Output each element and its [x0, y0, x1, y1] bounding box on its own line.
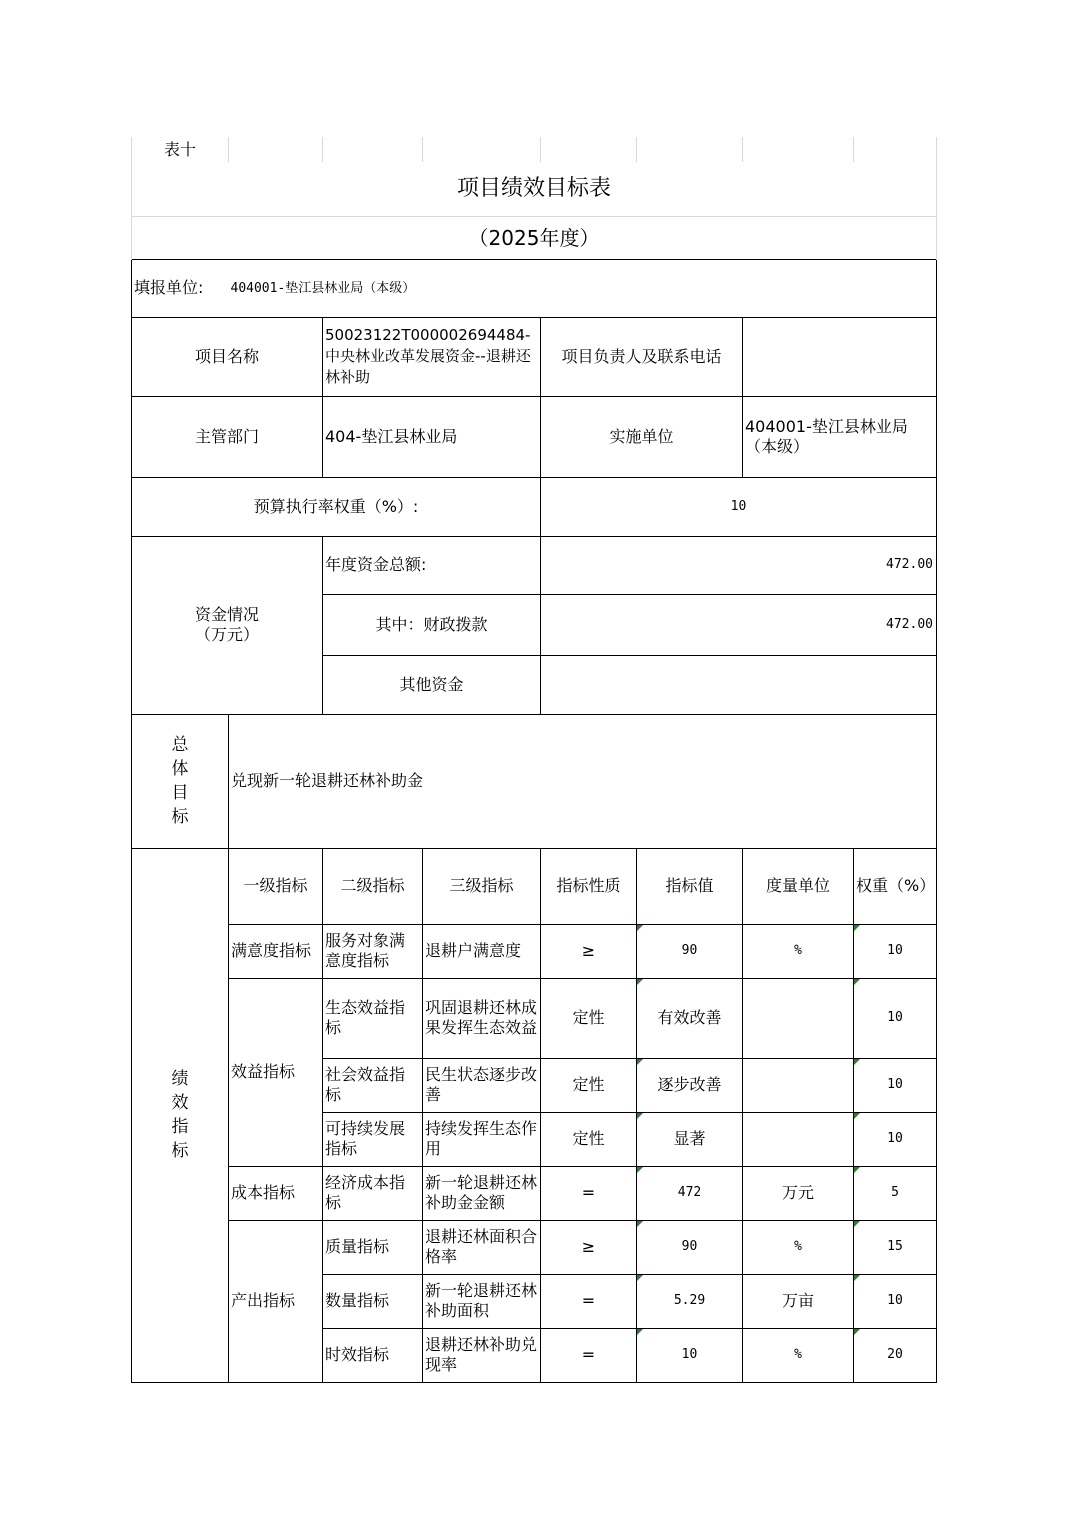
funds-label — [132, 536, 323, 714]
contact-value — [743, 317, 937, 396]
weight-cell: 10 — [854, 1112, 937, 1166]
fiscal-value: 472.00 — [541, 594, 937, 655]
level3-cell: 退耕还林补助兑现率 — [423, 1328, 541, 1382]
other-funds-label: 其他资金 — [323, 655, 541, 714]
level1-cell: 产出指标 — [229, 1220, 323, 1382]
level2-cell: 可持续发展指标 — [323, 1112, 423, 1166]
fiscal-label: 其中：财政拨款 — [323, 594, 541, 655]
level1-cell: 满意度指标 — [229, 924, 323, 978]
level2-cell: 社会效益指标 — [323, 1058, 423, 1112]
value-cell: 90 — [637, 924, 743, 978]
level3-cell: 退耕还林面积合格率 — [423, 1220, 541, 1274]
nature-cell: = — [541, 1274, 637, 1328]
funds-label-line1: 资金情况 — [194, 605, 259, 624]
fill-unit-label: 填报单位: — [132, 259, 229, 317]
weight-cell: 10 — [854, 1274, 937, 1328]
nature-cell: ≥ — [541, 924, 637, 978]
level2-cell: 质量指标 — [323, 1220, 423, 1274]
value-cell: 90 — [637, 1220, 743, 1274]
project-name-label: 项目名称 — [132, 317, 323, 396]
nature-cell: 定性 — [541, 1112, 637, 1166]
level2-cell: 服务对象满意度指标 — [323, 924, 423, 978]
level3-cell: 新一轮退耕还林补助面积 — [423, 1274, 541, 1328]
nature-cell: = — [541, 1328, 637, 1382]
level2-cell: 经济成本指标 — [323, 1166, 423, 1220]
table-row — [132, 1166, 937, 1220]
header-level3: 三级指标 — [423, 848, 541, 924]
value-cell: 10 — [637, 1328, 743, 1382]
contact-label: 项目负责人及联系电话 — [541, 317, 743, 396]
table-row — [132, 1220, 937, 1274]
nature-cell: ≥ — [541, 1220, 637, 1274]
performance-target-sheet — [131, 137, 936, 1383]
fill-unit-value: 404001-垫江县林业局（本级） — [229, 259, 937, 317]
weight-cell: 10 — [854, 1058, 937, 1112]
unit-cell — [743, 1112, 854, 1166]
dept-label: 主管部门 — [132, 396, 323, 477]
overall-goal-value: 兑现新一轮退耕还林补助金 — [229, 714, 937, 848]
level2-cell: 生态效益指标 — [323, 978, 423, 1058]
level1-cell: 成本指标 — [229, 1166, 323, 1220]
value-cell: 显著 — [637, 1112, 743, 1166]
other-funds-value — [541, 655, 937, 714]
header-level1: 一级指标 — [229, 848, 323, 924]
table-row — [132, 978, 937, 1058]
overall-goal-label: 总 体 目 标 — [132, 714, 229, 848]
budget-weight-value: 10 — [541, 477, 937, 536]
perf-indicators-label: 绩 效 指 标 — [132, 848, 229, 1382]
nature-cell: 定性 — [541, 978, 637, 1058]
nature-cell: = — [541, 1166, 637, 1220]
value-cell: 有效改善 — [637, 978, 743, 1058]
sheet-tag: 表十 — [132, 137, 229, 162]
nature-cell: 定性 — [541, 1058, 637, 1112]
impl-value: 404001-垫江县林业局（本级） — [743, 396, 937, 477]
header-weight: 权重（%） — [854, 848, 937, 924]
year-subtitle: （2025年度） — [132, 216, 937, 259]
header-value: 指标值 — [637, 848, 743, 924]
unit-cell — [743, 1058, 854, 1112]
weight-cell: 15 — [854, 1220, 937, 1274]
weight-cell: 10 — [854, 924, 937, 978]
weight-cell: 20 — [854, 1328, 937, 1382]
budget-weight-label: 预算执行率权重（%）: — [132, 477, 541, 536]
level3-cell: 巩固退耕还林成果发挥生态效益 — [423, 978, 541, 1058]
annual-total-value: 472.00 — [541, 536, 937, 594]
unit-cell: % — [743, 1220, 854, 1274]
header-unit: 度量单位 — [743, 848, 854, 924]
weight-cell: 10 — [854, 978, 937, 1058]
unit-cell: 万元 — [743, 1166, 854, 1220]
level2-cell: 时效指标 — [323, 1328, 423, 1382]
project-name-value: 50023122T000002694484-中央林业改革发展资金--退耕还林补助 — [323, 317, 541, 396]
level3-cell: 退耕户满意度 — [423, 924, 541, 978]
target-table — [131, 137, 937, 1383]
unit-cell — [743, 978, 854, 1058]
weight-cell: 5 — [854, 1166, 937, 1220]
value-cell: 472 — [637, 1166, 743, 1220]
unit-cell: % — [743, 924, 854, 978]
header-nature: 指标性质 — [541, 848, 637, 924]
level1-cell: 效益指标 — [229, 978, 323, 1166]
table-row — [132, 924, 937, 978]
header-level2: 二级指标 — [323, 848, 423, 924]
impl-label: 实施单位 — [541, 396, 743, 477]
unit-cell: % — [743, 1328, 854, 1382]
unit-cell: 万亩 — [743, 1274, 854, 1328]
value-cell: 逐步改善 — [637, 1058, 743, 1112]
dept-value: 404-垫江县林业局 — [323, 396, 541, 477]
funds-label-line2: （万元） — [194, 625, 259, 644]
annual-total-label: 年度资金总额: — [323, 536, 541, 594]
level3-cell: 民生状态逐步改善 — [423, 1058, 541, 1112]
level2-cell: 数量指标 — [323, 1274, 423, 1328]
value-cell: 5.29 — [637, 1274, 743, 1328]
level3-cell: 新一轮退耕还林补助金金额 — [423, 1166, 541, 1220]
page-title: 项目绩效目标表 — [132, 162, 937, 216]
level3-cell: 持续发挥生态作用 — [423, 1112, 541, 1166]
